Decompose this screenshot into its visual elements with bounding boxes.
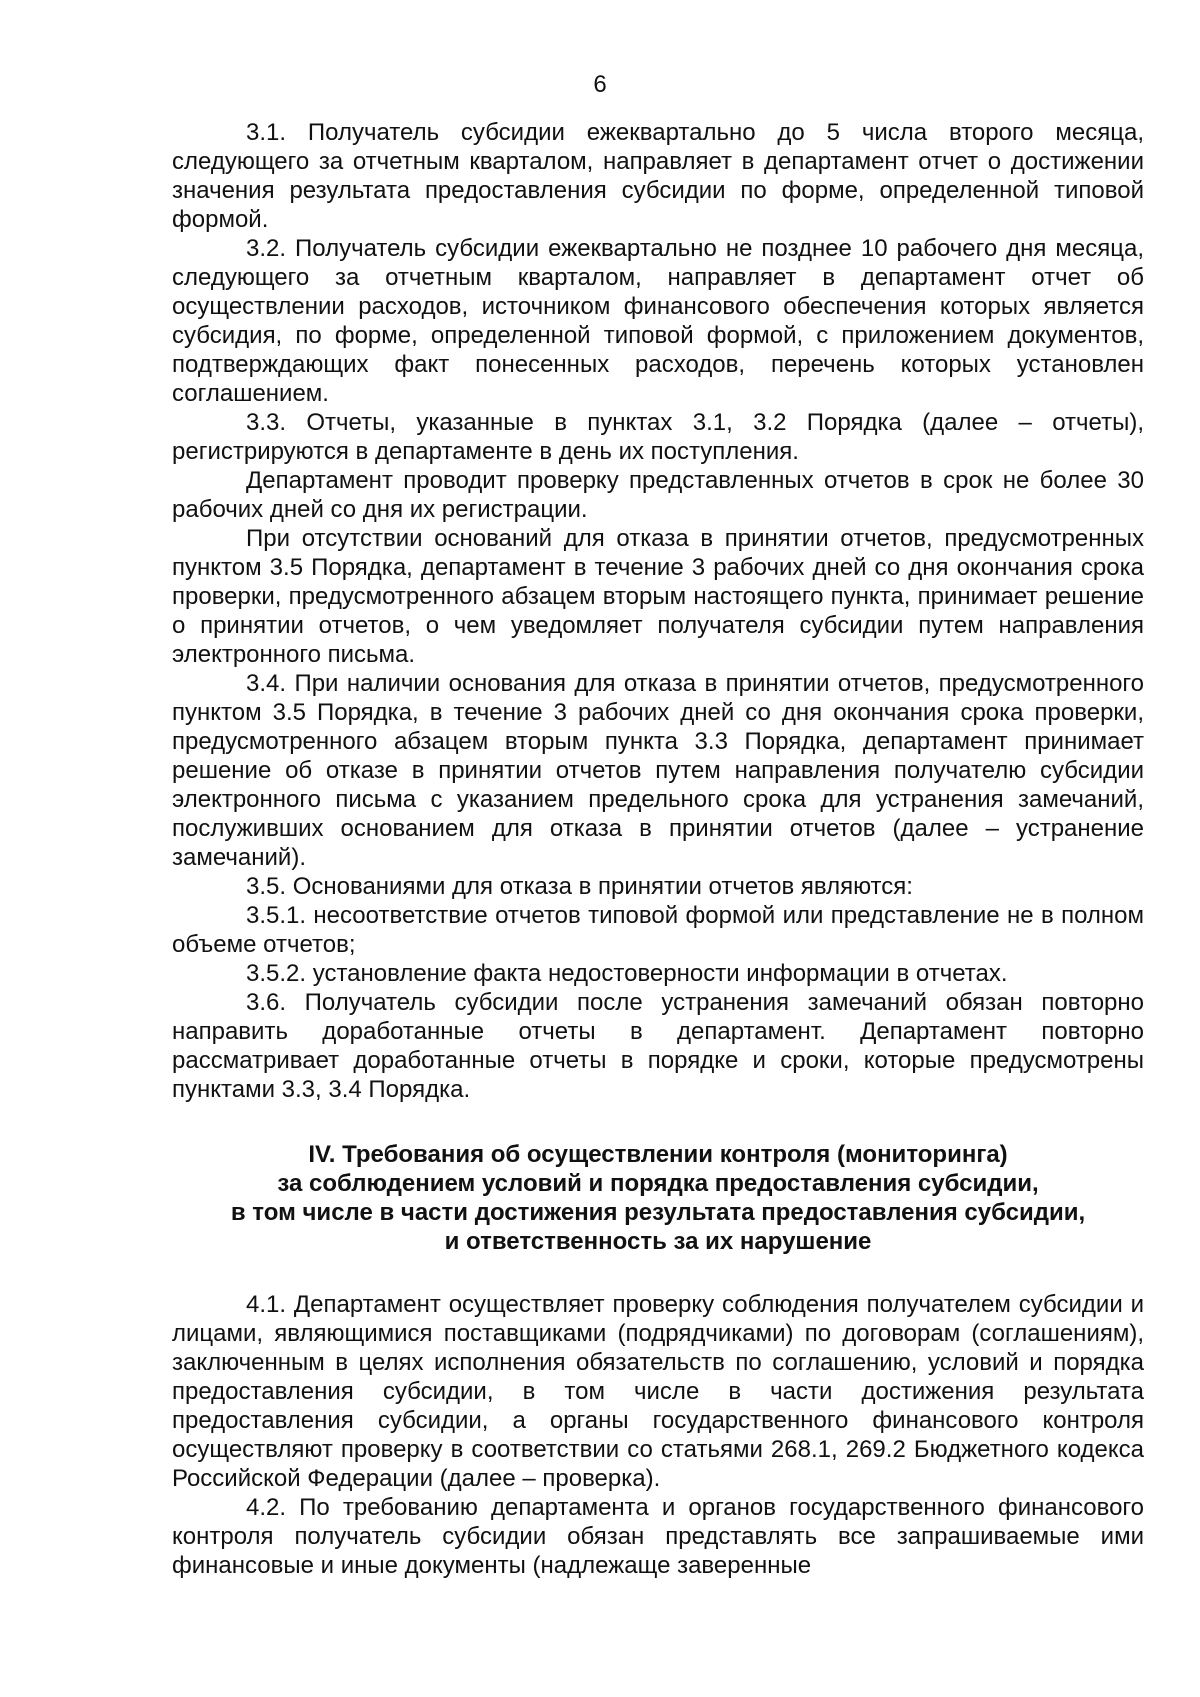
paragraph-3-5-1: 3.5.1. несоответствие отчетов типовой формой или представление не в полном объеме отчетов; bbox=[172, 902, 1144, 958]
paragraph-3-3-acceptance: При отсутствии оснований для отказа в принятии отчетов, предусмотренных пунктом 3.5 Порядка, департамент в течение 3 рабочих дней со дня окончания срока проверки, предусмотренного абзацем вторым настоящего пункта, принимает решение о принятии отчетов, о чем уведомляет получателя субсидии путем направления электронного письма. bbox=[172, 525, 1144, 668]
section-iv-heading bbox=[172, 1140, 1144, 1256]
paragraph-3-4: 3.4. При наличии основания для отказа в принятии отчетов, предусмотренного пунктом 3.5 Порядка, в течение 3 рабочих дней со дня окончания срока проверки, предусмотренного абзацем вторым пункта 3.3 Порядка, департамент принимает решение об отказе в принятии отчетов путем направления получателю субсидии электронного письма с указанием предельного срока для устранения замечаний, послуживших основанием для отказа в принятии отчетов (далее – устранение замечаний). bbox=[172, 670, 1144, 871]
page-number: 6 bbox=[593, 71, 607, 98]
paragraph-3-3: 3.3. Отчеты, указанные в пунктах 3.1, 3.2 Порядка (далее – отчеты), регистрируются в департаменте в день их поступления. bbox=[172, 409, 1144, 465]
section-heading-line: IV. Требования об осуществлении контроля (мониторинга) bbox=[308, 1141, 1008, 1168]
paragraph-3-6: 3.6. Получатель субсидии после устранения замечаний обязан повторно направить доработанные отчеты в департамент. Департамент повторно рассматривает доработанные отчеты в порядке и сроки, которые предусмотрены пунктами 3.3, 3.4 Порядка. bbox=[172, 989, 1144, 1103]
paragraph-3-5-2: 3.5.2. установление факта недостоверности информации в отчетах. bbox=[246, 960, 1008, 987]
paragraph-3-3-review: Департамент проводит проверку представленных отчетов в срок не более 30 рабочих дней со дня их регистрации. bbox=[172, 467, 1144, 523]
paragraph-4-1: 4.1. Департамент осуществляет проверку соблюдения получателем субсидии и лицами, являющимися поставщиками (подрядчиками) по договорам (соглашениям), заключенным в целях исполнения обязательств по соглашению, условий и порядка предоставления субсидии, в том числе в части достижения результата предоставления субсидии, а органы государственного финансового контроля осуществляют проверку в соответствии со статьями 268.1, 269.2 Бюджетного кодекса Российской Федерации (далее – проверка). bbox=[172, 1291, 1144, 1492]
paragraph-3-2: 3.2. Получатель субсидии ежеквартально не позднее 10 рабочего дня месяца, следующего за отчетным кварталом, направляет в департамент отчет об осуществлении расходов, источником финансового обеспечения которых является субсидия, по форме, определенной типовой формой, с приложением документов, подтверждающих факт понесенных расходов, перечень которых установлен соглашением. bbox=[172, 235, 1144, 407]
document-body bbox=[172, 118, 1144, 1580]
paragraph-3-5: 3.5. Основаниями для отказа в принятии отчетов являются: bbox=[246, 873, 913, 900]
paragraph-3-1: 3.1. Получатель субсидии ежеквартально до 5 числа второго месяца, следующего за отчетным кварталом, направляет в департамент отчет о достижении значения результата предоставления субсидии по форме, определенной типовой формой. bbox=[172, 119, 1144, 233]
section-heading-line: и ответственность за их нарушение bbox=[444, 1228, 872, 1255]
section-heading-line: за соблюдением условий и порядка предоставления субсидии, bbox=[277, 1170, 1039, 1197]
paragraph-4-2: 4.2. По требованию департамента и органов государственного финансового контроля получатель субсидии обязан представлять все запрашиваемые ими финансовые и иные документы (надлежаще заверенные bbox=[172, 1494, 1144, 1579]
section-heading-line: в том числе в части достижения результата предоставления субсидии, bbox=[230, 1199, 1086, 1226]
